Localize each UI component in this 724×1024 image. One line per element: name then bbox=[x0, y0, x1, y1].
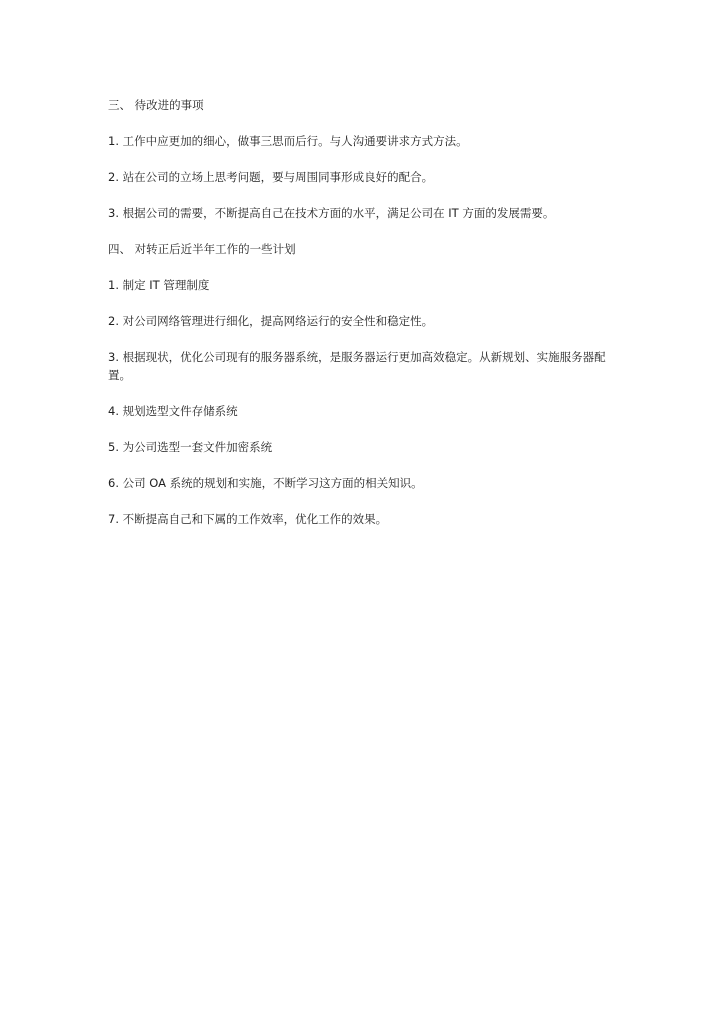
list-item: 1. 工作中应更加的细心，做事三思而后行。与人沟通要讲求方式方法。 bbox=[108, 134, 468, 148]
list-item: 7. 不断提高自己和下属的工作效率，优化工作的效果。 bbox=[108, 512, 388, 526]
list-item: 2. 站在公司的立场上思考问题，要与周围同事形成良好的配合。 bbox=[108, 170, 434, 184]
list-item: 4. 规划选型文件存储系统 bbox=[108, 404, 238, 418]
list-item: 2. 对公司网络管理进行细化，提高网络运行的安全性和稳定性。 bbox=[108, 314, 434, 328]
list-item: 1. 制定 IT 管理制度 bbox=[108, 278, 210, 292]
section-heading-3: 三、 待改进的事项 bbox=[108, 98, 204, 112]
list-item: 6. 公司 OA 系统的规划和实施，不断学习这方面的相关知识。 bbox=[108, 476, 423, 490]
list-item: 3. 根据公司的需要，不断提高自己在技术方面的水平，满足公司在 IT 方面的发展需要。 bbox=[108, 206, 555, 220]
list-item: 5. 为公司选型一套文件加密系统 bbox=[108, 440, 273, 454]
list-item: 3. 根据现状，优化公司现有的服务器系统，是服务器运行更加高效稳定。从新规划、实施服务器配置。 bbox=[108, 350, 606, 382]
section-heading-4: 四、 对转正后近半年工作的一些计划 bbox=[108, 242, 296, 256]
document-body bbox=[108, 96, 623, 546]
